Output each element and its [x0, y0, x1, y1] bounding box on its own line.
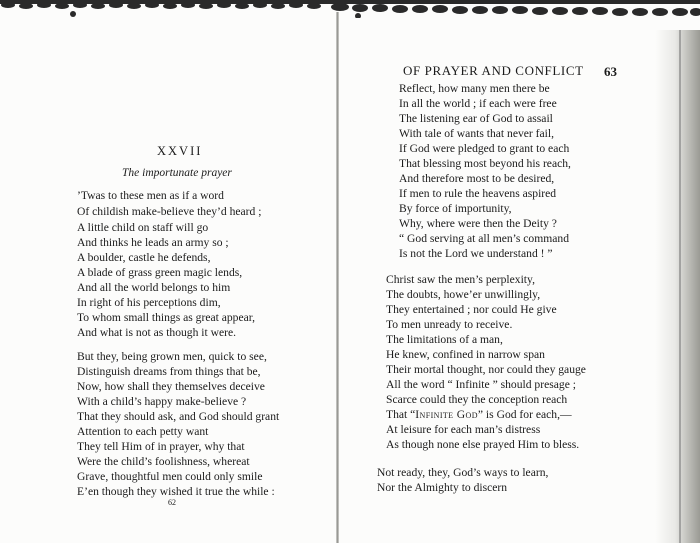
verse-text: ” is God for each,— [477, 408, 572, 421]
verse-line: And thinks he leads an army so ; [77, 236, 229, 249]
verse-line: Were the child’s foolishness, whereat [77, 455, 250, 468]
verse-line: The limitations of a man, [386, 333, 503, 346]
infinite-god-smallcaps: Infinite God [415, 408, 478, 421]
verse-line: The listening ear of God to assail [399, 112, 553, 125]
verse-line: Now, how shall they themselves deceive [77, 380, 265, 393]
verse-line: He knew, confined in narrow span [386, 348, 545, 361]
verse-line: A blade of grass green magic lends, [77, 266, 243, 279]
verse-line: If men to rule the heavens aspired [399, 187, 557, 200]
verse-line: A boulder, castle he defends, [77, 251, 211, 264]
verse-line: A little child on staff will go [77, 221, 209, 234]
verse-line: But they, being grown men, quick to see, [77, 350, 267, 363]
verse-line: ’Twas to these men as if a word [77, 189, 224, 202]
verse-line: And what is not as though it were. [77, 326, 237, 339]
verse-line: All the word “ Infinite ” should presage ; [386, 378, 576, 391]
right-page [339, 0, 655, 543]
page-folio: 62 [168, 498, 176, 507]
verse-line: Is not the Lord we understand ! ” [399, 247, 553, 260]
verse-text: That “ [386, 408, 416, 421]
verse-line: With a child’s happy make-believe ? [77, 395, 247, 408]
verse-line: Scarce could they the conception reach [386, 393, 568, 406]
section-number: XXVII [157, 144, 203, 158]
verse-line: E’en though they wished it true the while : [77, 485, 275, 498]
verse-line: Distinguish dreams from things that be, [77, 365, 261, 378]
verse-line: That they should ask, and God should grant [77, 410, 280, 423]
verse-line: Attention to each petty want [77, 425, 209, 438]
verse-line: Reflect, how many men there be [399, 82, 550, 95]
verse-line: With tale of wants that never fail, [399, 127, 555, 140]
verse-line: That blessing most beyond his reach, [399, 157, 571, 170]
verse-line: To whom small things as great appear, [77, 311, 256, 324]
verse-line: And all the world belongs to him [77, 281, 231, 294]
verse-line: As though none else prayed Him to bless. [386, 438, 580, 451]
page-edge-shadow [655, 30, 700, 543]
verse-line: Their mortal thought, nor could they gauge [386, 363, 586, 376]
running-head: OF PRAYER AND CONFLICT [403, 63, 584, 78]
verse-line: Nor the Almighty to discern [377, 481, 508, 494]
verse-line: In right of his perceptions dim, [77, 296, 221, 309]
verse-line: By force of importunity, [399, 202, 512, 215]
verse-line: To men unready to receive. [386, 318, 513, 331]
verse-line [386, 408, 572, 421]
left-page [0, 0, 336, 543]
verse-line: And therefore most to be desired, [399, 172, 555, 185]
verse-line: They tell Him of in prayer, why that [77, 440, 245, 453]
verse-line: “ God serving at all men’s command [399, 232, 569, 245]
verse-line: Not ready, they, God’s ways to learn, [377, 466, 549, 479]
verse-line: Christ saw the men’s perplexity, [386, 273, 535, 286]
verse-line: In all the world ; if each were free [399, 97, 557, 110]
section-title: The importunate prayer [122, 167, 232, 179]
page-number: 63 [604, 64, 617, 79]
verse-line: They entertained ; nor could He give [386, 303, 557, 316]
verse-line: If God were pledged to grant to each [399, 142, 570, 155]
verse-line: Of childish make-believe they’d heard ; [77, 205, 262, 218]
verse-line: Why, where were then the Deity ? [399, 217, 557, 230]
verse-line: At leisure for each man’s distress [386, 423, 541, 436]
verse-line: The doubts, howe’er unwillingly, [386, 288, 541, 301]
verse-line: Grave, thoughtful men could only smile [77, 470, 263, 483]
